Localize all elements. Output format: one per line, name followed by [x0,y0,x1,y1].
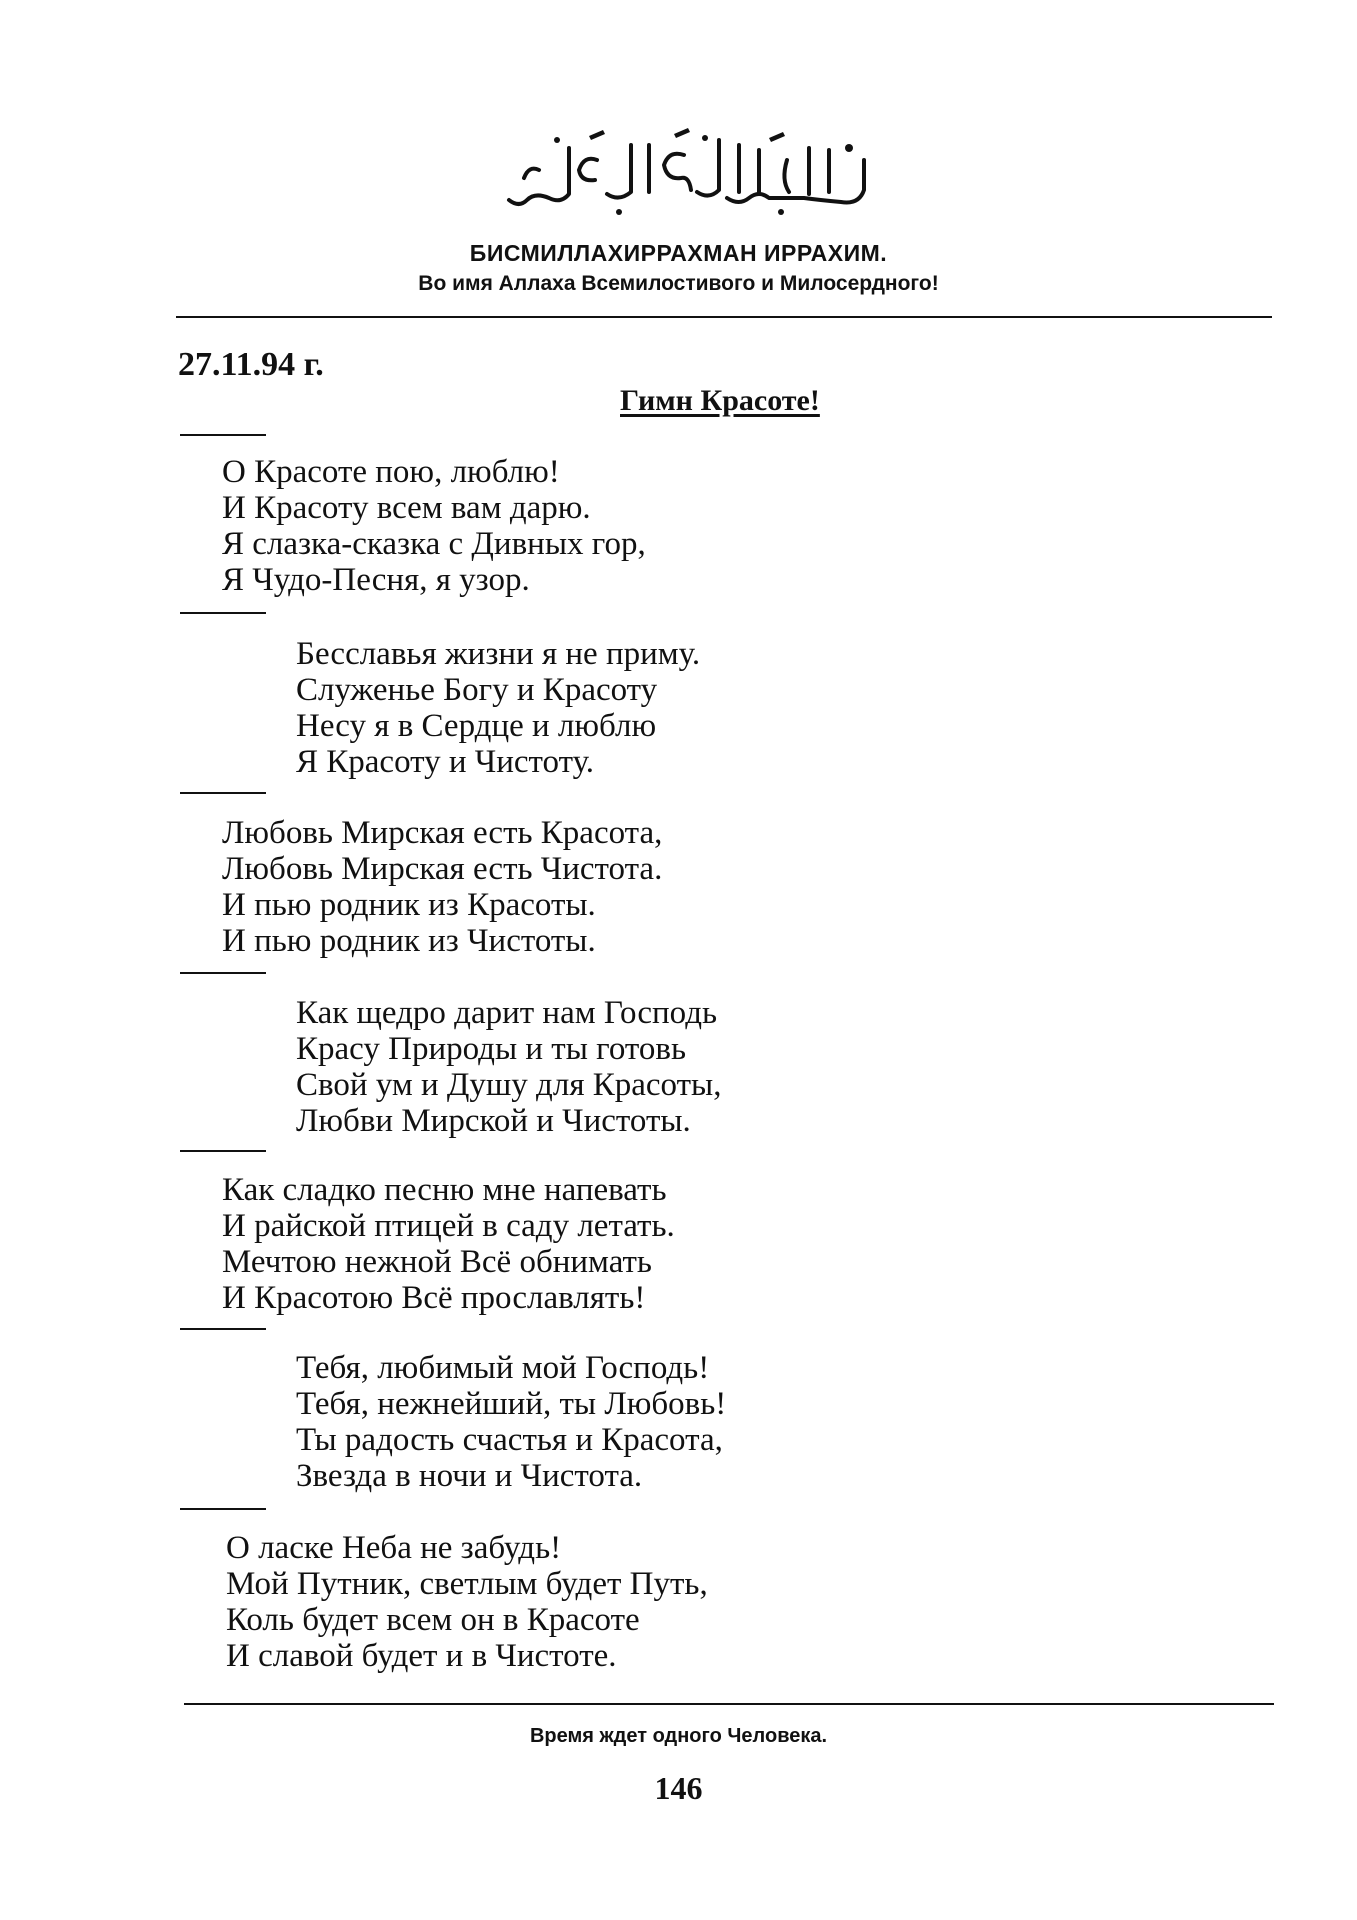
poem-line: И пью родник из Чистоты. [222,923,596,959]
stanza-separator [180,612,266,614]
poem-line: Мечтою нежной Всё обнимать [222,1244,652,1280]
poem-line: Служенье Богу и Красоту [296,672,658,708]
stanza-6 [296,1350,726,1494]
poem-line: Бесславья жизни я не приму. [296,636,701,672]
poem-line: Как щедро дарит нам Господь [296,995,718,1031]
poem-line: И пью родник из Красоты. [222,887,596,923]
basmala-translation: Во имя Аллаха Всемилостивого и Милосердного! [418,272,939,295]
poem-line: О ласке Неба не забудь! [226,1530,562,1566]
basmala-transliteration: БИСМИЛЛАХИРРАХМАН ИРРАХИМ. [469,240,888,266]
stanza-separator [180,792,266,794]
poem-line: И райской птицей в саду летать. [222,1208,675,1244]
poem-line: Я Красоту и Чистоту. [296,744,595,780]
poem-line: Любви Мирской и Чистоты. [296,1103,691,1139]
poem-line: Тебя, нежнейший, ты Любовь! [296,1386,727,1422]
poem-line: Звезда в ночи и Чистота. [296,1458,643,1494]
stanza-3 [222,815,662,959]
basmala-calligraphy-image [469,120,889,220]
poem-line: Коль будет всем он в Красоте [226,1602,640,1638]
page-footer: Время ждет одного Человека. [529,1725,828,1747]
stanza-separator [180,972,266,974]
page-number: 146 [654,1770,703,1806]
stanza-separator [180,1150,266,1152]
stanza-2 [296,636,700,780]
poem-line: Тебя, любимый мой Господь! [296,1350,710,1386]
poem-line: Я Чудо-Песня, я узор. [222,562,530,598]
poem-line: Мой Путник, светлым будет Путь, [226,1566,708,1602]
poem-line: Красу Природы и ты готовь [296,1031,687,1067]
poem-date: 27.11.94 г. [178,346,324,383]
poem-line: Свой ум и Душу для Красоты, [296,1067,722,1103]
poem-line: И Красотою Всё прославлять! [222,1280,646,1316]
poem-line: И славой будет и в Чистоте. [226,1638,617,1674]
poem-line: Я слазка-сказка с Дивных гор, [222,526,646,562]
stanza-separator [180,1508,266,1510]
footer-divider [184,1703,1274,1705]
stanza-4 [296,995,721,1139]
poem-line: Несу я в Сердце и люблю [296,708,657,744]
stanza-separator [180,434,266,436]
header-divider [176,316,1272,318]
basmala-calligraphy [0,120,1357,220]
poem-line: О Красоте пою, люблю! [222,454,560,490]
poem-line: Как сладко песню мне напевать [222,1172,667,1208]
poem-line: Любовь Мирская есть Красота, [222,815,663,851]
stanza-7 [226,1530,708,1674]
poem-line: Любовь Мирская есть Чистота. [222,851,663,887]
poem-title: Гимн Красоте! [620,384,820,417]
stanza-separator [180,1328,266,1330]
poem-line: И Красоту всем вам дарю. [222,490,591,526]
poem-line: Ты радость счастья и Красота, [296,1422,723,1458]
stanza-5 [222,1172,675,1316]
stanza-1 [222,454,646,598]
